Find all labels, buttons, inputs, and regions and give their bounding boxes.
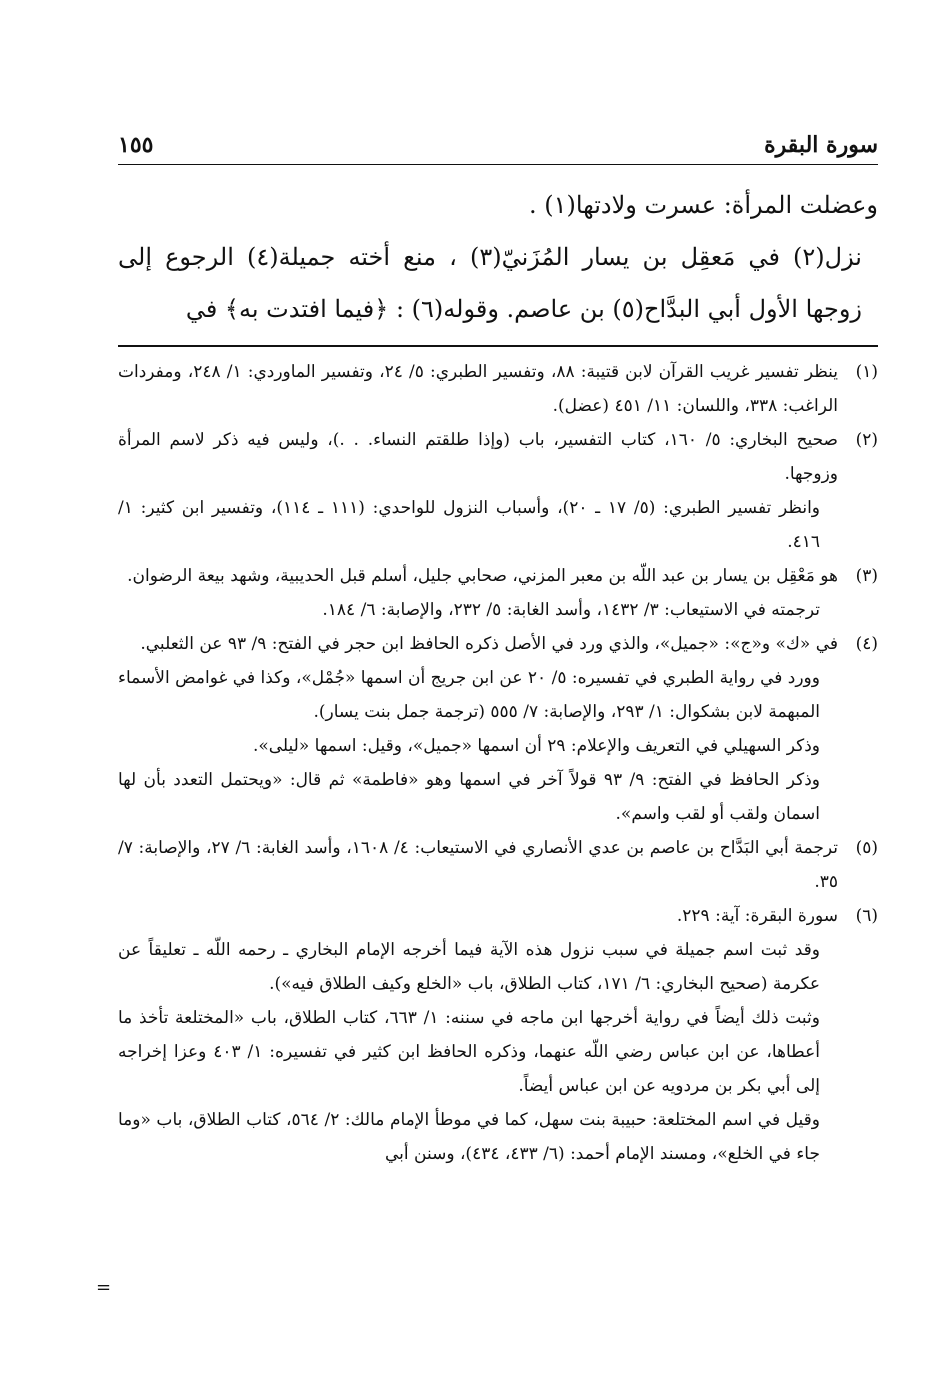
footnote — [118, 559, 878, 627]
footnote-text: وورد في رواية الطبري في تفسيره: ٥/ ٢٠ عن ابن جريج أن اسمها «جُمْل»، وكذا في غوامض الأسماء المبهمة لابن بشكوال: ١/ ٢٩٣، والإصابة: ٧/ ٥٥٥ (ترجمة جمل بنت يسار). — [118, 667, 820, 722]
footnotes — [118, 355, 878, 1171]
footnote-text: ترجمة أبي البَدَّاح بن عاصم بن عدي الأنصاري في الاستيعاب: ٤/ ١٦٠٨، وأسد الغابة: ٦/ ٢٧، والإصابة: ٧/ ٣٥. — [118, 837, 838, 892]
footnote-text: وثبت ذلك أيضاً في رواية أخرجها ابن ماجه في سننه: ١/ ٦٦٣، كتاب الطلاق، باب «المختلعة تأخذ ما أعطاها، عن ابن عباس رضي اللّه عنهما، وذكره الحافظ ابن كثير في تفسيره: ١/ ٤٠٣ وعزا إخراجه إلى أبي بكر بن مردويه عن ابن عباس أيضاً. — [118, 1007, 820, 1096]
footnote-number: (٦) — [855, 905, 878, 926]
footnote-number: (٣) — [855, 565, 878, 586]
footnote-number: (٤) — [855, 633, 878, 654]
running-header — [118, 118, 878, 165]
main-paragraph: نزل(٢) في مَعقِل بن يسار المُزَنيّ(٣) ، منع أخته جميلة(٤) الرجوع إلى زوجها الأول أبي البدَّاح(٥) بن عاصم. وقوله(٦) : ﴿فيما افتدت به﴾ في — [118, 243, 862, 323]
footnote — [118, 423, 878, 559]
footnote — [118, 627, 878, 831]
page-number: ١٥٥ — [118, 132, 154, 158]
footnote-divider — [118, 345, 878, 347]
footnote-number: (١) — [855, 361, 878, 382]
footnote-text: وانظر تفسير الطبري: (٥/ ١٧ ـ ٢٠)، وأسباب النزول للواحدي: (١١١ ـ ١١٤)، وتفسير ابن كثير: ١/ ٤١٦. — [118, 497, 820, 552]
footnote — [118, 899, 878, 1171]
footnote-text: صحيح البخاري: ٥/ ١٦٠، كتاب التفسير، باب (وإذا طلقتم النساء. . .)، وليس فيه ذكر لاسم المرأة وزوجها. — [118, 429, 838, 484]
main-text — [118, 179, 878, 335]
continuation-mark: = — [96, 1277, 112, 1298]
footnote-text: وذكر الحافظ في الفتح: ٩/ ٩٣ قولاً آخر في اسمها وهو «فاطمة» ثم قال: «ويحتمل التعدد بأن لها اسمان ولقب أو لقب واسم». — [118, 769, 820, 824]
footnote-text: في «ك» و«ج»: «جميل»، والذي ورد في الأصل ذكره الحافظ ابن حجر في الفتح: ٩/ ٩٣ عن الثعلبي. — [140, 633, 838, 654]
footnote-text: وقد ثبت اسم جميلة في سبب نزول هذه الآية فيما أخرجه الإمام البخاري ـ رحمه اللّه ـ تعليقاً عن عكرمة (صحيح البخاري: ٦/ ١٧١، كتاب الطلاق، باب «الخلع وكيف الطلاق فيه»). — [118, 939, 820, 994]
footnote-number: (٢) — [855, 429, 878, 450]
footnote — [118, 355, 878, 423]
footnote-text: هو مَعْقِل بن يسار بن عبد اللّه بن معبر المزني، صحابي جليل، أسلم قبل الحديبية، وشهد بيعة الرضوان. — [127, 565, 838, 586]
footnote-number: (٥) — [855, 837, 878, 858]
footnote-text: وذكر السهيلي في التعريف والإعلام: ٢٩ أن اسمها «جميل»، وقيل: اسمها «ليلى». — [252, 735, 820, 756]
footnote-text: ينظر تفسير غريب القرآن لابن قتيبة: ٨٨، وتفسير الطبري: ٥/ ٢٤، وتفسير الماوردي: ١/ ٢٤٨، ومفردات الراغب: ٣٣٨، واللسان: ١١/ ٤٥١ (عضل). — [118, 361, 839, 416]
footnote-text: ترجمته في الاستيعاب: ٣/ ١٤٣٢، وأسد الغابة: ٥/ ٢٣٢، والإصابة: ٦/ ١٨٤. — [322, 599, 820, 620]
page — [118, 118, 878, 1171]
surah-title: سورة البقرة — [764, 132, 878, 158]
footnote — [118, 831, 878, 899]
main-line: وعضلت المرأة: عسرت ولادتها(١) . — [528, 191, 878, 219]
footnote-text: وقيل في اسم المختلعة: حبيبة بنت سهل، كما في موطأ الإمام مالك: ٢/ ٥٦٤، كتاب الطلاق، باب «وما جاء في الخلع»، ومسند الإمام أحمد: (٦/ ٤٣٣، ٤٣٤)، وسنن أبي — [118, 1109, 820, 1164]
footnote-text: سورة البقرة: آية: ٢٢٩. — [676, 905, 838, 926]
